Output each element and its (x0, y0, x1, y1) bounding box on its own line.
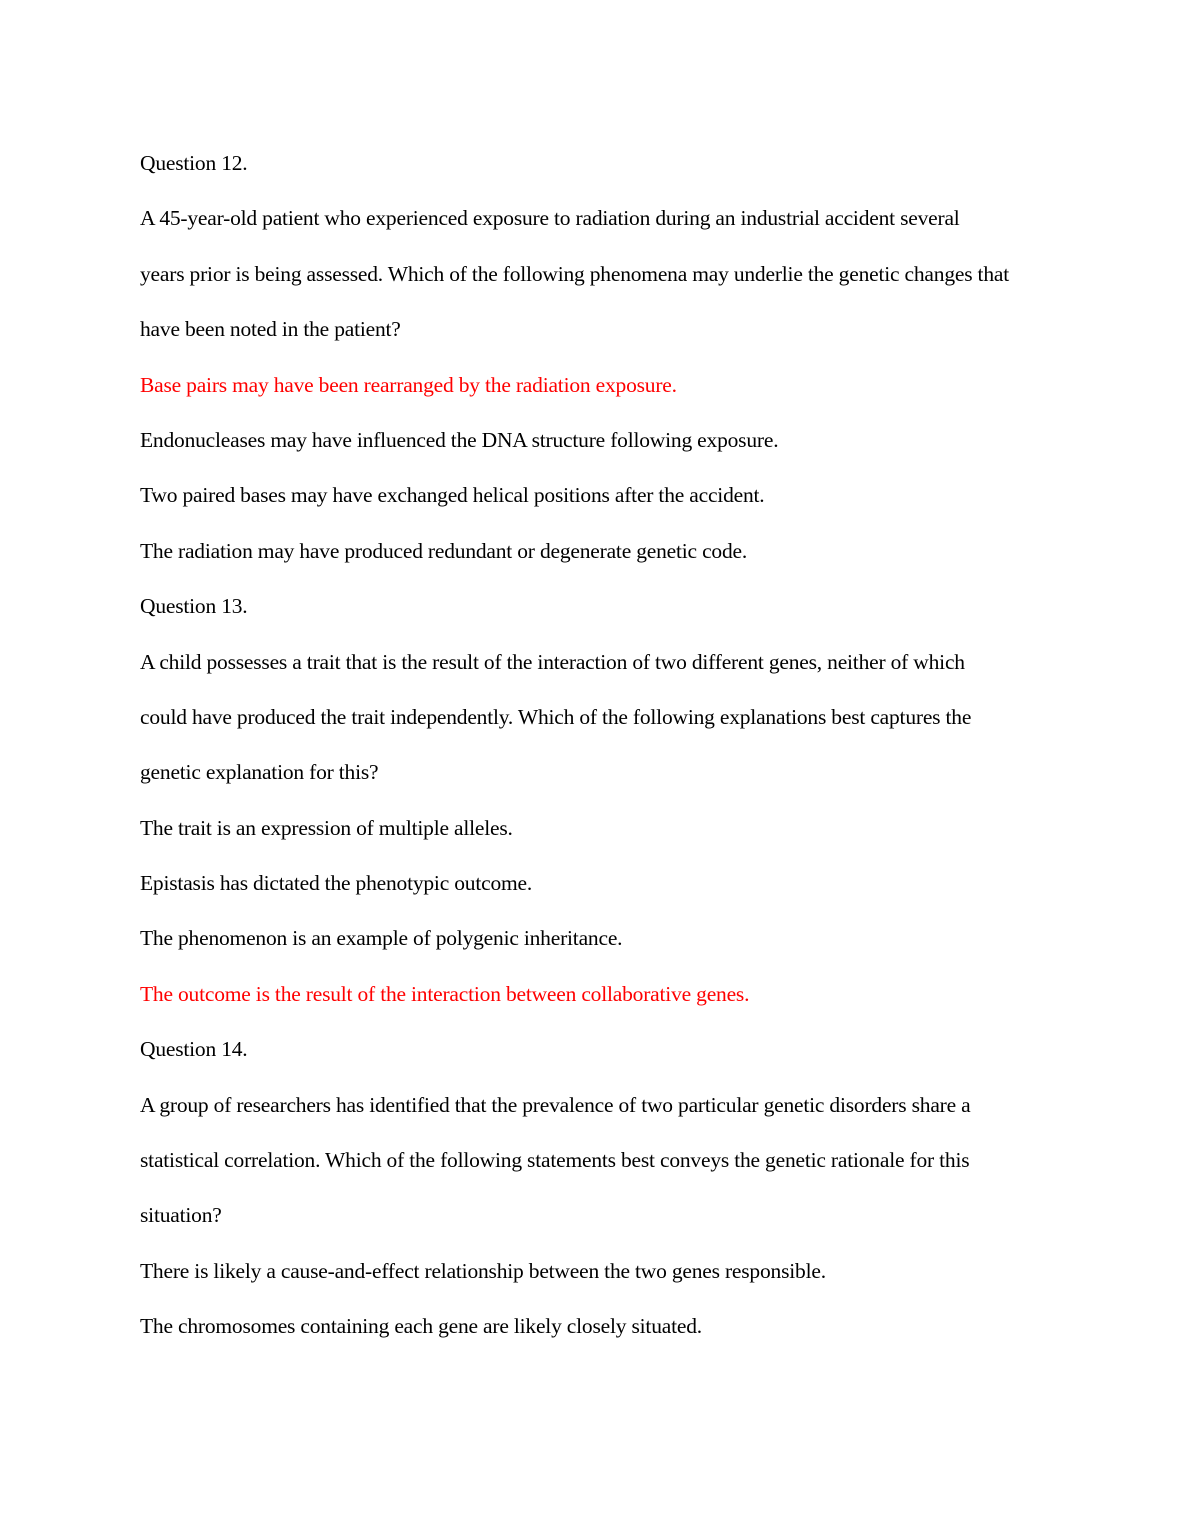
question-stem-line: could have produced the trait independently. Which of the following explanations best captures the (140, 704, 972, 729)
answer-option-correct: Base pairs may have been rearranged by the radiation exposure. (140, 372, 677, 397)
question-stem-line: statistical correlation. Which of the following statements best conveys the genetic rationale for this (140, 1148, 970, 1173)
answer-option: The phenomenon is an example of polygenic inheritance. (140, 926, 623, 951)
question-block (140, 1022, 1060, 1354)
question-stem-line: A 45-year-old patient who experienced exposure to radiation during an industrial accident several (140, 206, 960, 231)
question-heading: Question 14. (140, 1037, 248, 1062)
question-stem-line: A group of researchers has identified that the prevalence of two particular genetic disorders share a (140, 1092, 971, 1117)
answer-option: The radiation may have produced redundant or degenerate genetic code. (140, 538, 748, 563)
question-stem-line: situation? (140, 1203, 222, 1228)
question-block (140, 136, 1060, 579)
question-stem-line: years prior is being assessed. Which of the following phenomena may underlie the genetic changes that (140, 261, 1009, 286)
answer-option: The trait is an expression of multiple alleles. (140, 815, 513, 840)
answer-option-correct: The outcome is the result of the interaction between collaborative genes. (140, 981, 750, 1006)
answer-option: Endonucleases may have influenced the DNA structure following exposure. (140, 427, 779, 452)
question-stem-line: genetic explanation for this? (140, 760, 379, 785)
question-heading: Question 12. (140, 151, 248, 175)
question-heading: Question 13. (140, 594, 248, 619)
question-stem-line: have been noted in the patient? (140, 317, 401, 342)
answer-option: Epistasis has dictated the phenotypic outcome. (140, 871, 533, 896)
answer-option: The chromosomes containing each gene are likely closely situated. (140, 1314, 702, 1339)
answer-option: There is likely a cause-and-effect relationship between the two genes responsible. (140, 1258, 826, 1283)
question-stem-line: A child possesses a trait that is the result of the interaction of two different genes, neither of which (140, 649, 965, 674)
answer-option: Two paired bases may have exchanged helical positions after the accident. (140, 483, 765, 508)
question-block (140, 579, 1060, 1022)
document-page (140, 136, 1060, 1355)
